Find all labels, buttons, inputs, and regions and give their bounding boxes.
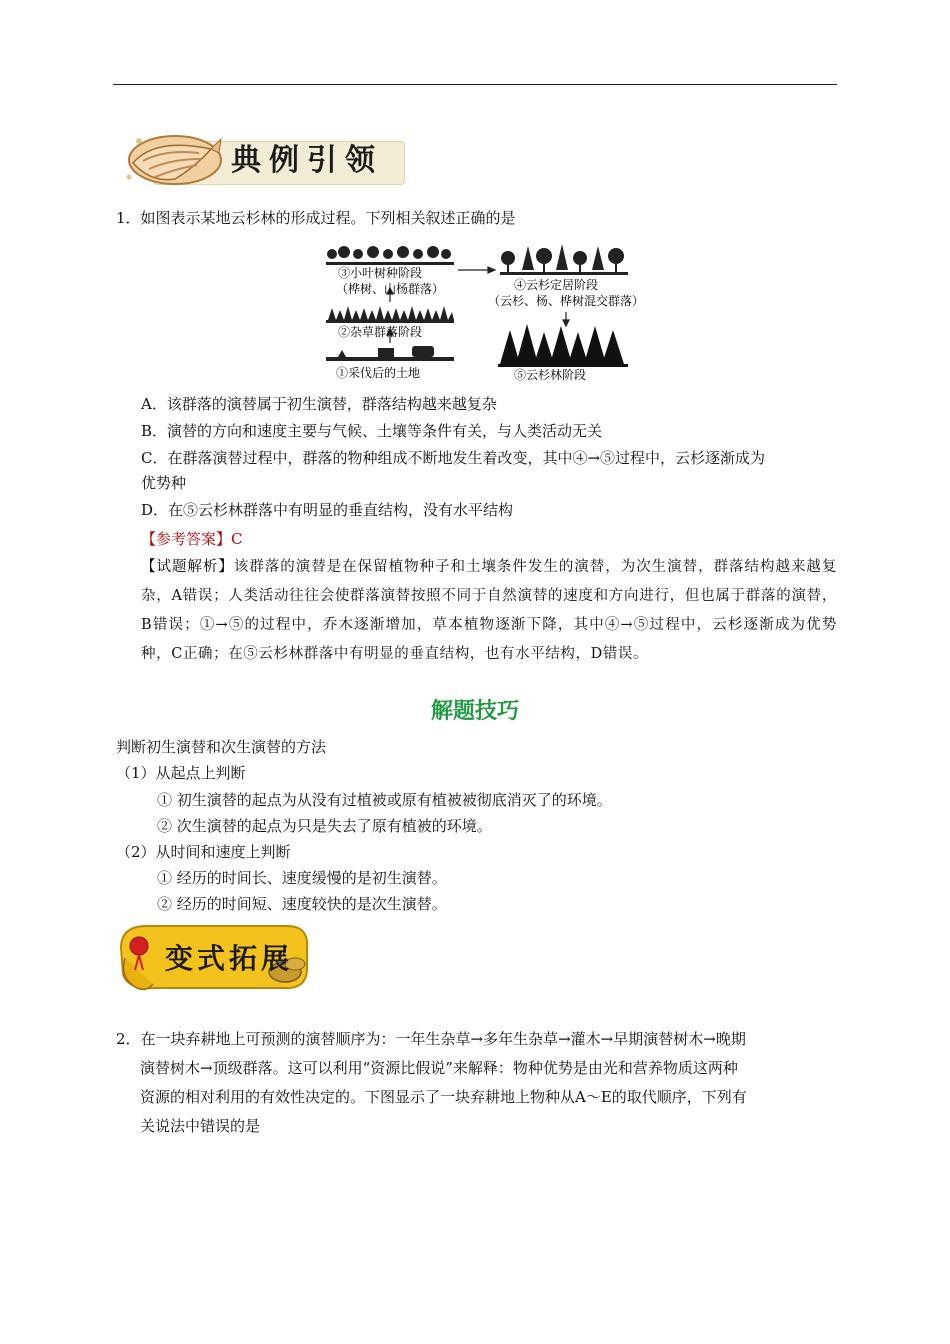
stage-3-label: ③小叶树种阶段: [338, 266, 423, 280]
stage-4-label: ④云杉定居阶段: [514, 278, 599, 292]
tips-title: 解题技巧: [430, 699, 519, 724]
variation-banner: [117, 918, 312, 996]
tips-item-2-1: ① 经历的时间长、速度缓慢的是初生演替。: [157, 869, 447, 887]
question-2-line-3: 资源的相对利用的有效性决定的。下图显示了一块弃耕地上物种从A～E的取代顺序，下列有: [140, 1088, 747, 1106]
answer-value: C: [231, 530, 243, 548]
banner-title: 典例引领: [231, 143, 383, 178]
example-banner: [113, 127, 408, 193]
reference-answer: [141, 529, 243, 549]
tips-item-1-2: ② 次生演替的起点为只是失去了原有植被的环境。: [157, 817, 492, 835]
scroll-banner-icon: [117, 918, 312, 996]
banner2-title: 变式拓展: [165, 942, 294, 975]
option-b: B．演替的方向和速度主要与气候、土壤等条件有关，与人类活动无关: [141, 422, 603, 440]
header-rule: [113, 84, 837, 85]
tips-item-1-1: ① 初生演替的起点为从没有过植被或原有植被被彻底消灭了的环境。: [157, 791, 612, 809]
succession-diagram: [318, 240, 636, 386]
analysis-paragraph: [141, 553, 837, 669]
stage-5-label: ⑤云杉林阶段: [514, 368, 587, 382]
question-2: [116, 1025, 838, 1141]
tips-intro: 判断初生演替和次生演替的方法: [116, 738, 327, 756]
analysis-text: 该群落的演替是在保留植物种子和土壤条件发生的演替，为次生演替，群落结构越来越复杂，A错误；人类活动往往会使群落演替按照不同于自然演替的速度和方向进行，但也属于群落的演替，B错误；①→⑤的过程中，乔木逐渐增加，草本植物逐渐下降，其中④→⑤过程中，云杉逐渐成为优势种，C正确；在⑤云杉林群落中有明显的垂直结构，也有水平结构，D错误。: [141, 559, 837, 662]
stage-2-label: ②杂草群落阶段: [338, 325, 423, 339]
succession-figure: [318, 240, 645, 386]
analysis-label: 【试题解析】: [141, 559, 234, 575]
stage-3-note: （桦树、山杨群落）: [336, 282, 445, 296]
option-c-line1: C．在群落演替过程中，群落的物种组成不断地发生着改变，其中④→⑤过程中，云杉逐渐成为: [141, 449, 766, 467]
question-2-line-4: 关说法中错误的是: [140, 1117, 261, 1135]
question-2-line-2: 演替树木→顶级群落。这可以利用“资源比假说”来解释：物种优势是由光和营养物质这两种: [140, 1059, 738, 1077]
tips-item-2-2: ② 经历的时间短、速度较快的是次生演替。: [157, 895, 447, 913]
question-2-line-1: 2．在一块弃耕地上可预测的演替顺序为：一年生杂草→多年生杂草→灌木→早期演替树木→晚期: [116, 1030, 746, 1048]
stage-1-label: ①采伐后的土地: [336, 366, 421, 380]
tips-heading-2: （2）从时间和速度上判断: [116, 843, 291, 861]
answer-label: 【参考答案】: [141, 530, 232, 548]
option-c-line2: 优势种: [141, 474, 187, 492]
conch-shell-icon: [115, 127, 225, 193]
question-1-stem: 1．如图表示某地云杉林的形成过程。下列相关叙述正确的是: [116, 209, 516, 227]
option-d: D．在⑤云杉林群落中有明显的垂直结构，没有水平结构: [141, 501, 514, 519]
stage-4-note: （云杉、杨、桦树混交群落）: [488, 294, 645, 308]
tips-heading-1: （1）从起点上判断: [116, 764, 246, 782]
option-a: A．该群落的演替属于初生演替，群落结构越来越复杂: [141, 395, 497, 413]
